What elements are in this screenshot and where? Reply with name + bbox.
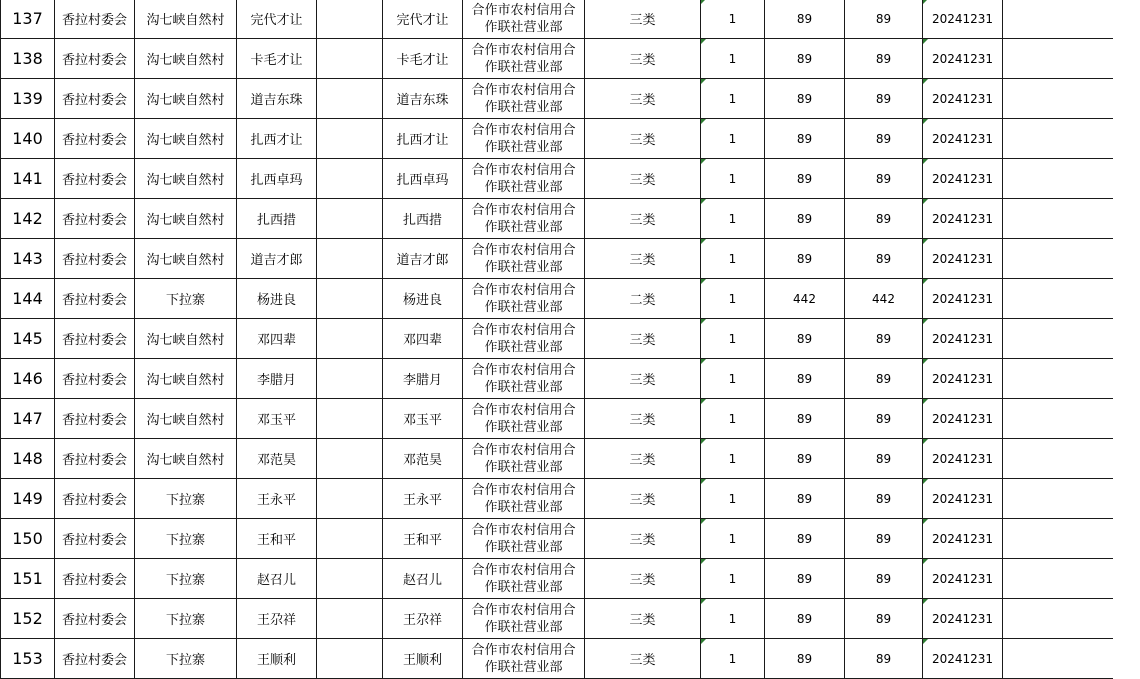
blank-cell[interactable] (317, 399, 383, 439)
committee-cell[interactable]: 香拉村委会 (55, 199, 135, 239)
empty-cell[interactable] (1003, 399, 1113, 439)
amount-cell[interactable]: 89 (765, 639, 845, 679)
empty-cell[interactable] (1003, 359, 1113, 399)
village-cell[interactable]: 沟七峡自然村 (135, 159, 237, 199)
village-cell[interactable]: 沟七峡自然村 (135, 239, 237, 279)
account-name-cell[interactable]: 道吉东珠 (383, 79, 463, 119)
account-name-cell[interactable]: 扎西卓玛 (383, 159, 463, 199)
date-cell[interactable]: 20241231 (923, 39, 1003, 79)
bank-line-2: 作联社营业部 (484, 259, 563, 275)
count-cell[interactable]: 1 (701, 279, 765, 319)
account-name-cell[interactable]: 赵召儿 (383, 559, 463, 599)
name-cell[interactable]: 王顺利 (237, 639, 317, 679)
count-cell[interactable]: 1 (701, 319, 765, 359)
total-amount-cell[interactable]: 89 (845, 319, 923, 359)
table-row (1, 79, 1113, 119)
seq-cell[interactable]: 150 (1, 519, 55, 559)
bank-line-1: 合作市农村信用合 (471, 362, 576, 378)
total-amount-cell[interactable]: 89 (845, 599, 923, 639)
name-cell[interactable]: 杨进良 (237, 279, 317, 319)
amount-cell[interactable]: 89 (765, 239, 845, 279)
village-cell[interactable]: 沟七峡自然村 (135, 39, 237, 79)
account-name-cell[interactable]: 扎西措 (383, 199, 463, 239)
count-cell[interactable]: 1 (701, 79, 765, 119)
account-name-cell[interactable]: 李腊月 (383, 359, 463, 399)
bank-cell[interactable] (463, 0, 585, 39)
total-amount-cell[interactable]: 89 (845, 399, 923, 439)
total-amount-cell[interactable]: 89 (845, 39, 923, 79)
table-row (1, 119, 1113, 159)
date-cell[interactable]: 20241231 (923, 519, 1003, 559)
date-cell[interactable]: 20241231 (923, 239, 1003, 279)
seq-cell[interactable]: 139 (1, 79, 55, 119)
blank-cell[interactable] (317, 119, 383, 159)
bank-line-2: 作联社营业部 (484, 59, 563, 75)
bank-cell[interactable] (463, 279, 585, 319)
account-name-cell[interactable]: 杨进良 (383, 279, 463, 319)
bank-line-1: 合作市农村信用合 (471, 242, 576, 258)
bank-line-2: 作联社营业部 (484, 19, 563, 35)
name-cell[interactable]: 扎西措 (237, 199, 317, 239)
committee-cell[interactable]: 香拉村委会 (55, 239, 135, 279)
seq-cell[interactable]: 145 (1, 319, 55, 359)
table-row (1, 239, 1113, 279)
table-body (1, 0, 1113, 679)
bank-cell[interactable] (463, 319, 585, 359)
name-cell[interactable]: 道吉才郎 (237, 239, 317, 279)
amount-cell[interactable]: 89 (765, 199, 845, 239)
category-cell[interactable]: 三类 (585, 359, 701, 399)
bank-cell[interactable] (463, 559, 585, 599)
empty-cell[interactable] (1003, 159, 1113, 199)
amount-cell[interactable]: 89 (765, 439, 845, 479)
account-name-cell[interactable]: 王尕祥 (383, 599, 463, 639)
empty-cell[interactable] (1003, 279, 1113, 319)
seq-cell[interactable]: 149 (1, 479, 55, 519)
committee-cell[interactable]: 香拉村委会 (55, 279, 135, 319)
date-cell[interactable]: 20241231 (923, 359, 1003, 399)
bank-line-1: 合作市农村信用合 (471, 322, 576, 338)
table-row (1, 559, 1113, 599)
date-cell[interactable]: 20241231 (923, 439, 1003, 479)
committee-cell[interactable]: 香拉村委会 (55, 519, 135, 559)
committee-cell[interactable]: 香拉村委会 (55, 319, 135, 359)
name-cell[interactable]: 道吉东珠 (237, 79, 317, 119)
seq-cell[interactable]: 148 (1, 439, 55, 479)
empty-cell[interactable] (1003, 39, 1113, 79)
count-cell[interactable]: 1 (701, 239, 765, 279)
category-cell[interactable]: 三类 (585, 159, 701, 199)
table-row (1, 0, 1113, 39)
total-amount-cell[interactable]: 89 (845, 159, 923, 199)
empty-cell[interactable] (1003, 599, 1113, 639)
count-cell[interactable]: 1 (701, 599, 765, 639)
total-amount-cell[interactable]: 89 (845, 439, 923, 479)
account-name-cell[interactable]: 邓四辈 (383, 319, 463, 359)
category-cell[interactable]: 三类 (585, 319, 701, 359)
category-cell[interactable]: 三类 (585, 479, 701, 519)
seq-cell[interactable]: 143 (1, 239, 55, 279)
bank-line-1: 合作市农村信用合 (471, 122, 576, 138)
date-cell[interactable]: 20241231 (923, 159, 1003, 199)
seq-cell[interactable]: 142 (1, 199, 55, 239)
bank-line-1: 合作市农村信用合 (471, 2, 576, 18)
bank-cell[interactable] (463, 199, 585, 239)
committee-cell[interactable]: 香拉村委会 (55, 39, 135, 79)
amount-cell[interactable]: 89 (765, 519, 845, 559)
category-cell[interactable]: 三类 (585, 79, 701, 119)
blank-cell[interactable] (317, 0, 383, 39)
bank-cell[interactable] (463, 599, 585, 639)
count-cell[interactable]: 1 (701, 119, 765, 159)
name-cell[interactable]: 完代才让 (237, 0, 317, 39)
empty-cell[interactable] (1003, 559, 1113, 599)
blank-cell[interactable] (317, 199, 383, 239)
seq-cell[interactable]: 147 (1, 399, 55, 439)
bank-cell[interactable] (463, 399, 585, 439)
count-cell[interactable]: 1 (701, 199, 765, 239)
bank-line-2: 作联社营业部 (484, 299, 563, 315)
bank-cell[interactable] (463, 639, 585, 679)
amount-cell[interactable]: 89 (765, 399, 845, 439)
table-row (1, 159, 1113, 199)
bank-line-1: 合作市农村信用合 (471, 562, 576, 578)
bank-line-2: 作联社营业部 (484, 379, 563, 395)
bank-cell[interactable] (463, 39, 585, 79)
total-amount-cell[interactable]: 89 (845, 479, 923, 519)
bank-cell[interactable] (463, 159, 585, 199)
table-row (1, 199, 1113, 239)
name-cell[interactable]: 扎西才让 (237, 119, 317, 159)
date-cell[interactable]: 20241231 (923, 399, 1003, 439)
bank-line-1: 合作市农村信用合 (471, 82, 576, 98)
amount-cell[interactable]: 89 (765, 319, 845, 359)
date-cell[interactable]: 20241231 (923, 639, 1003, 679)
blank-cell[interactable] (317, 79, 383, 119)
table-row (1, 639, 1113, 679)
date-cell[interactable]: 20241231 (923, 0, 1003, 39)
empty-cell[interactable] (1003, 119, 1113, 159)
total-amount-cell[interactable]: 89 (845, 79, 923, 119)
blank-cell[interactable] (317, 439, 383, 479)
village-cell[interactable]: 沟七峡自然村 (135, 319, 237, 359)
village-cell[interactable]: 沟七峡自然村 (135, 359, 237, 399)
name-cell[interactable]: 王和平 (237, 519, 317, 559)
amount-cell[interactable]: 89 (765, 39, 845, 79)
total-amount-cell[interactable]: 89 (845, 239, 923, 279)
bank-line-2: 作联社营业部 (484, 99, 563, 115)
count-cell[interactable]: 1 (701, 0, 765, 39)
village-cell[interactable]: 沟七峡自然村 (135, 79, 237, 119)
committee-cell[interactable]: 香拉村委会 (55, 0, 135, 39)
committee-cell[interactable]: 香拉村委会 (55, 159, 135, 199)
category-cell[interactable]: 三类 (585, 599, 701, 639)
total-amount-cell[interactable]: 89 (845, 119, 923, 159)
empty-cell[interactable] (1003, 519, 1113, 559)
empty-cell[interactable] (1003, 479, 1113, 519)
bank-line-1: 合作市农村信用合 (471, 642, 576, 658)
category-cell[interactable]: 二类 (585, 279, 701, 319)
account-name-cell[interactable]: 王顺利 (383, 639, 463, 679)
account-name-cell[interactable]: 卡毛才让 (383, 39, 463, 79)
empty-cell[interactable] (1003, 199, 1113, 239)
date-cell[interactable]: 20241231 (923, 79, 1003, 119)
blank-cell[interactable] (317, 279, 383, 319)
table-row (1, 359, 1113, 399)
bank-line-1: 合作市农村信用合 (471, 482, 576, 498)
category-cell[interactable]: 三类 (585, 39, 701, 79)
name-cell[interactable]: 邓范昊 (237, 439, 317, 479)
date-cell[interactable]: 20241231 (923, 599, 1003, 639)
count-cell[interactable]: 1 (701, 519, 765, 559)
seq-cell[interactable]: 141 (1, 159, 55, 199)
count-cell[interactable]: 1 (701, 159, 765, 199)
category-cell[interactable]: 三类 (585, 0, 701, 39)
seq-cell[interactable]: 146 (1, 359, 55, 399)
bank-cell[interactable] (463, 519, 585, 559)
village-cell[interactable]: 下拉寨 (135, 519, 237, 559)
category-cell[interactable]: 三类 (585, 199, 701, 239)
village-cell[interactable]: 沟七峡自然村 (135, 119, 237, 159)
category-cell[interactable]: 三类 (585, 239, 701, 279)
blank-cell[interactable] (317, 39, 383, 79)
total-amount-cell[interactable]: 442 (845, 279, 923, 319)
bank-line-1: 合作市农村信用合 (471, 442, 576, 458)
count-cell[interactable]: 1 (701, 479, 765, 519)
account-name-cell[interactable]: 邓范昊 (383, 439, 463, 479)
table-row (1, 319, 1113, 359)
count-cell[interactable]: 1 (701, 439, 765, 479)
bank-cell[interactable] (463, 359, 585, 399)
empty-cell[interactable] (1003, 639, 1113, 679)
amount-cell[interactable]: 89 (765, 159, 845, 199)
count-cell[interactable]: 1 (701, 559, 765, 599)
bank-line-2: 作联社营业部 (484, 659, 563, 675)
date-cell[interactable]: 20241231 (923, 279, 1003, 319)
village-cell[interactable]: 下拉寨 (135, 279, 237, 319)
bank-cell[interactable] (463, 479, 585, 519)
blank-cell[interactable] (317, 239, 383, 279)
table-row (1, 519, 1113, 559)
village-cell[interactable]: 沟七峡自然村 (135, 0, 237, 39)
blank-cell[interactable] (317, 159, 383, 199)
account-name-cell[interactable]: 王和平 (383, 519, 463, 559)
count-cell[interactable]: 1 (701, 639, 765, 679)
committee-cell[interactable]: 香拉村委会 (55, 439, 135, 479)
name-cell[interactable]: 王永平 (237, 479, 317, 519)
table-row (1, 399, 1113, 439)
count-cell[interactable]: 1 (701, 39, 765, 79)
amount-cell[interactable]: 89 (765, 79, 845, 119)
empty-cell[interactable] (1003, 79, 1113, 119)
committee-cell[interactable]: 香拉村委会 (55, 399, 135, 439)
blank-cell[interactable] (317, 559, 383, 599)
bank-line-1: 合作市农村信用合 (471, 42, 576, 58)
name-cell[interactable]: 李腊月 (237, 359, 317, 399)
seq-cell[interactable]: 152 (1, 599, 55, 639)
total-amount-cell[interactable]: 89 (845, 519, 923, 559)
bank-line-2: 作联社营业部 (484, 139, 563, 155)
bank-line-1: 合作市农村信用合 (471, 162, 576, 178)
total-amount-cell[interactable]: 89 (845, 0, 923, 39)
amount-cell[interactable]: 89 (765, 599, 845, 639)
empty-cell[interactable] (1003, 439, 1113, 479)
blank-cell[interactable] (317, 639, 383, 679)
committee-cell[interactable]: 香拉村委会 (55, 559, 135, 599)
date-cell[interactable]: 20241231 (923, 199, 1003, 239)
category-cell[interactable]: 三类 (585, 399, 701, 439)
bank-line-1: 合作市农村信用合 (471, 282, 576, 298)
category-cell[interactable]: 三类 (585, 559, 701, 599)
blank-cell[interactable] (317, 319, 383, 359)
amount-cell[interactable]: 89 (765, 479, 845, 519)
committee-cell[interactable]: 香拉村委会 (55, 119, 135, 159)
bank-line-2: 作联社营业部 (484, 179, 563, 195)
seq-cell[interactable]: 140 (1, 119, 55, 159)
total-amount-cell[interactable]: 89 (845, 559, 923, 599)
count-cell[interactable]: 1 (701, 359, 765, 399)
village-cell[interactable]: 沟七峡自然村 (135, 399, 237, 439)
date-cell[interactable]: 20241231 (923, 559, 1003, 599)
empty-cell[interactable] (1003, 319, 1113, 359)
committee-cell[interactable]: 香拉村委会 (55, 359, 135, 399)
blank-cell[interactable] (317, 599, 383, 639)
bank-line-2: 作联社营业部 (484, 419, 563, 435)
bank-line-2: 作联社营业部 (484, 499, 563, 515)
category-cell[interactable]: 三类 (585, 439, 701, 479)
account-name-cell[interactable]: 道吉才郎 (383, 239, 463, 279)
name-cell[interactable]: 王尕祥 (237, 599, 317, 639)
empty-cell[interactable] (1003, 239, 1113, 279)
name-cell[interactable]: 赵召儿 (237, 559, 317, 599)
blank-cell[interactable] (317, 519, 383, 559)
seq-cell[interactable]: 138 (1, 39, 55, 79)
amount-cell[interactable]: 89 (765, 359, 845, 399)
account-name-cell[interactable]: 完代才让 (383, 0, 463, 39)
date-cell[interactable]: 20241231 (923, 119, 1003, 159)
committee-cell[interactable]: 香拉村委会 (55, 599, 135, 639)
category-cell[interactable]: 三类 (585, 639, 701, 679)
bank-cell[interactable] (463, 119, 585, 159)
bank-line-1: 合作市农村信用合 (471, 402, 576, 418)
category-cell[interactable]: 三类 (585, 119, 701, 159)
account-name-cell[interactable]: 邓玉平 (383, 399, 463, 439)
seq-cell[interactable]: 151 (1, 559, 55, 599)
table-row (1, 279, 1113, 319)
amount-cell[interactable]: 89 (765, 559, 845, 599)
name-cell[interactable]: 卡毛才让 (237, 39, 317, 79)
bank-line-2: 作联社营业部 (484, 459, 563, 475)
amount-cell[interactable]: 89 (765, 0, 845, 39)
total-amount-cell[interactable]: 89 (845, 359, 923, 399)
village-cell[interactable]: 下拉寨 (135, 599, 237, 639)
account-name-cell[interactable]: 扎西才让 (383, 119, 463, 159)
amount-cell[interactable]: 89 (765, 119, 845, 159)
bank-line-2: 作联社营业部 (484, 619, 563, 635)
village-cell[interactable]: 下拉寨 (135, 479, 237, 519)
bank-cell[interactable] (463, 439, 585, 479)
bank-cell[interactable] (463, 239, 585, 279)
committee-cell[interactable]: 香拉村委会 (55, 479, 135, 519)
committee-cell[interactable]: 香拉村委会 (55, 79, 135, 119)
table-row (1, 599, 1113, 639)
category-cell[interactable]: 三类 (585, 519, 701, 559)
name-cell[interactable]: 扎西卓玛 (237, 159, 317, 199)
count-cell[interactable]: 1 (701, 399, 765, 439)
village-cell[interactable]: 下拉寨 (135, 559, 237, 599)
name-cell[interactable]: 邓玉平 (237, 399, 317, 439)
empty-cell[interactable] (1003, 0, 1113, 39)
table-row (1, 439, 1113, 479)
date-cell[interactable]: 20241231 (923, 479, 1003, 519)
name-cell[interactable]: 邓四辈 (237, 319, 317, 359)
bank-line-2: 作联社营业部 (484, 579, 563, 595)
amount-cell[interactable]: 442 (765, 279, 845, 319)
blank-cell[interactable] (317, 359, 383, 399)
seq-cell[interactable]: 137 (1, 0, 55, 39)
committee-cell[interactable]: 香拉村委会 (55, 639, 135, 679)
seq-cell[interactable]: 144 (1, 279, 55, 319)
village-cell[interactable]: 沟七峡自然村 (135, 439, 237, 479)
table-row (1, 479, 1113, 519)
total-amount-cell[interactable]: 89 (845, 639, 923, 679)
table-row (1, 39, 1113, 79)
bank-line-2: 作联社营业部 (484, 219, 563, 235)
bank-line-2: 作联社营业部 (484, 339, 563, 355)
village-cell[interactable]: 下拉寨 (135, 639, 237, 679)
bank-cell[interactable] (463, 79, 585, 119)
bank-line-2: 作联社营业部 (484, 539, 563, 555)
bank-line-1: 合作市农村信用合 (471, 522, 576, 538)
blank-cell[interactable] (317, 479, 383, 519)
seq-cell[interactable]: 153 (1, 639, 55, 679)
village-cell[interactable]: 沟七峡自然村 (135, 199, 237, 239)
date-cell[interactable]: 20241231 (923, 319, 1003, 359)
total-amount-cell[interactable]: 89 (845, 199, 923, 239)
bank-line-1: 合作市农村信用合 (471, 202, 576, 218)
account-name-cell[interactable]: 王永平 (383, 479, 463, 519)
bank-line-1: 合作市农村信用合 (471, 602, 576, 618)
